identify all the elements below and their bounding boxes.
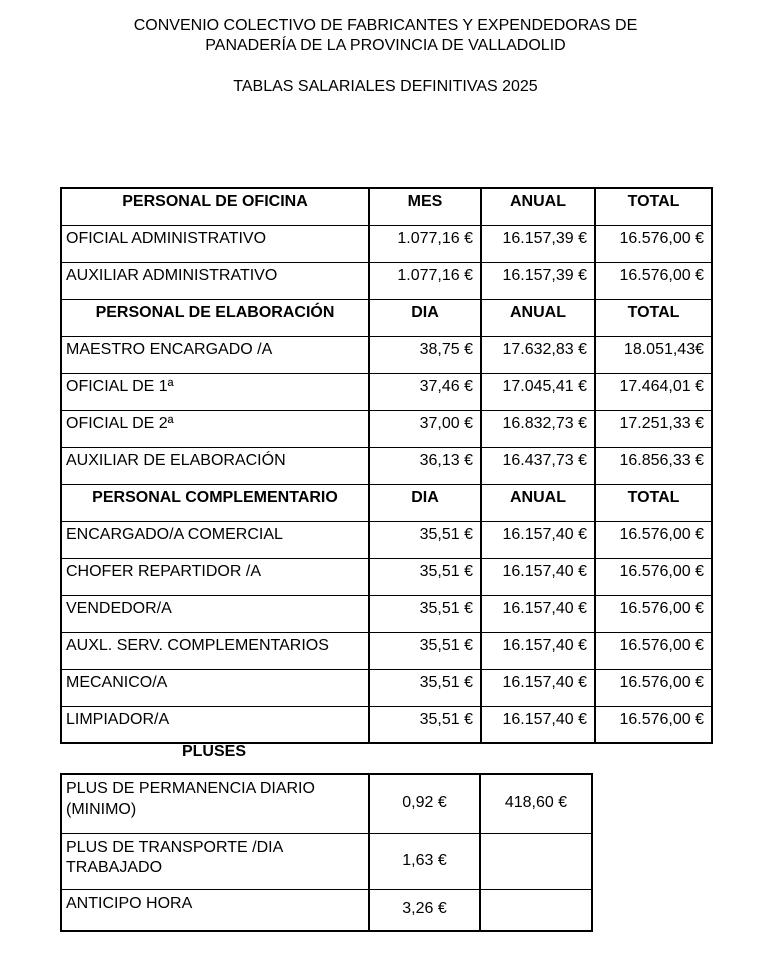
value-cell: 16.576,00 € <box>595 225 712 262</box>
value-cell: 1.077,16 € <box>369 262 481 299</box>
value-cell: 16.157,39 € <box>481 262 595 299</box>
value-cell: 16.576,00 € <box>595 632 712 669</box>
row-label-cell: VENDEDOR/A <box>61 595 369 632</box>
row-label-cell: MECANICO/A <box>61 669 369 706</box>
value-cell <box>480 889 592 931</box>
value-cell: 17.632,83 € <box>481 336 595 373</box>
table-row <box>61 558 712 595</box>
section-header-row <box>61 484 712 521</box>
value-cell: 16.157,40 € <box>481 632 595 669</box>
table-row <box>61 774 592 833</box>
table-row <box>61 595 712 632</box>
row-label-cell: MAESTRO ENCARGADO /A <box>61 336 369 373</box>
value-cell: 16.576,00 € <box>595 706 712 743</box>
value-cell: 35,51 € <box>369 632 481 669</box>
value-cell: 17.251,33 € <box>595 410 712 447</box>
value-cell: 37,46 € <box>369 373 481 410</box>
value-cell: 17.464,01 € <box>595 373 712 410</box>
row-label-cell: OFICIAL DE 2ª <box>61 410 369 447</box>
value-cell: 16.576,00 € <box>595 262 712 299</box>
value-cell: 35,51 € <box>369 521 481 558</box>
document-title-line2: PANADERÍA DE LA PROVINCIA DE VALLADOLID <box>205 37 566 54</box>
table-row <box>61 373 712 410</box>
value-cell: 16.157,39 € <box>481 225 595 262</box>
column-header: DIA <box>369 299 481 336</box>
row-label-cell: ANTICIPO HORA <box>61 889 369 931</box>
value-cell: 418,60 € <box>480 774 592 833</box>
section-header-row <box>61 188 712 225</box>
value-cell: 16.157,40 € <box>481 558 595 595</box>
column-header: TOTAL <box>595 484 712 521</box>
value-cell: 1.077,16 € <box>369 225 481 262</box>
value-cell: 1,63 € <box>369 833 480 889</box>
table-row <box>61 889 592 931</box>
row-label-cell: AUXL. SERV. COMPLEMENTARIOS <box>61 632 369 669</box>
row-label-cell: PLUS DE TRANSPORTE /DIA TRABAJADO <box>61 833 369 889</box>
row-label-cell: CHOFER REPARTIDOR /A <box>61 558 369 595</box>
table-row <box>61 262 712 299</box>
value-cell: 16.832,73 € <box>481 410 595 447</box>
value-cell: 16.856,33 € <box>595 447 712 484</box>
value-cell: 35,51 € <box>369 558 481 595</box>
value-cell: 16.437,73 € <box>481 447 595 484</box>
table-row <box>61 521 712 558</box>
value-cell: 0,92 € <box>369 774 480 833</box>
value-cell: 37,00 € <box>369 410 481 447</box>
table-row <box>61 336 712 373</box>
value-cell: 17.045,41 € <box>481 373 595 410</box>
pluses-table <box>60 773 593 932</box>
value-cell: 16.576,00 € <box>595 521 712 558</box>
value-cell: 16.576,00 € <box>595 595 712 632</box>
value-cell: 16.576,00 € <box>595 558 712 595</box>
table-row <box>61 706 712 743</box>
section-title: PERSONAL DE ELABORACIÓN <box>61 299 369 336</box>
row-label-cell: AUXILIAR ADMINISTRATIVO <box>61 262 369 299</box>
row-label-cell: OFICIAL ADMINISTRATIVO <box>61 225 369 262</box>
document-title <box>0 16 771 56</box>
section-header-row <box>61 299 712 336</box>
value-cell: 35,51 € <box>369 706 481 743</box>
value-cell <box>480 833 592 889</box>
value-cell: 38,75 € <box>369 336 481 373</box>
value-cell: 16.157,40 € <box>481 595 595 632</box>
column-header: ANUAL <box>481 188 595 225</box>
value-cell: 35,51 € <box>369 595 481 632</box>
row-label-cell: OFICIAL DE 1ª <box>61 373 369 410</box>
row-label-cell: AUXILIAR DE ELABORACIÓN <box>61 447 369 484</box>
column-header: TOTAL <box>595 299 712 336</box>
column-header: ANUAL <box>481 299 595 336</box>
column-header: ANUAL <box>481 484 595 521</box>
value-cell: 3,26 € <box>369 889 480 931</box>
pluses-heading: PLUSES <box>181 743 246 760</box>
row-label-cell: ENCARGADO/A COMERCIAL <box>61 521 369 558</box>
row-label-cell: LIMPIADOR/A <box>61 706 369 743</box>
value-cell: 16.157,40 € <box>481 706 595 743</box>
section-title: PERSONAL COMPLEMENTARIO <box>61 484 369 521</box>
table-row <box>61 833 592 889</box>
value-cell: 35,51 € <box>369 669 481 706</box>
value-cell: 16.157,40 € <box>481 521 595 558</box>
table-row <box>61 632 712 669</box>
table-row <box>61 669 712 706</box>
value-cell: 16.576,00 € <box>595 669 712 706</box>
value-cell: 36,13 € <box>369 447 481 484</box>
document-title-line1: CONVENIO COLECTIVO DE FABRICANTES Y EXPENDEDORAS DE <box>133 17 638 34</box>
table-row <box>61 447 712 484</box>
value-cell: 16.157,40 € <box>481 669 595 706</box>
column-header: TOTAL <box>595 188 712 225</box>
table-row <box>61 225 712 262</box>
table-row <box>61 410 712 447</box>
column-header: MES <box>369 188 481 225</box>
salary-table <box>60 187 713 744</box>
section-title: PERSONAL DE OFICINA <box>61 188 369 225</box>
column-header: DIA <box>369 484 481 521</box>
value-cell: 18.051,43€ <box>595 336 712 373</box>
document-subtitle: TABLAS SALARIALES DEFINITIVAS 2025 <box>233 78 538 95</box>
row-label-cell: PLUS DE PERMANENCIA DIARIO (MINIMO) <box>61 774 369 833</box>
